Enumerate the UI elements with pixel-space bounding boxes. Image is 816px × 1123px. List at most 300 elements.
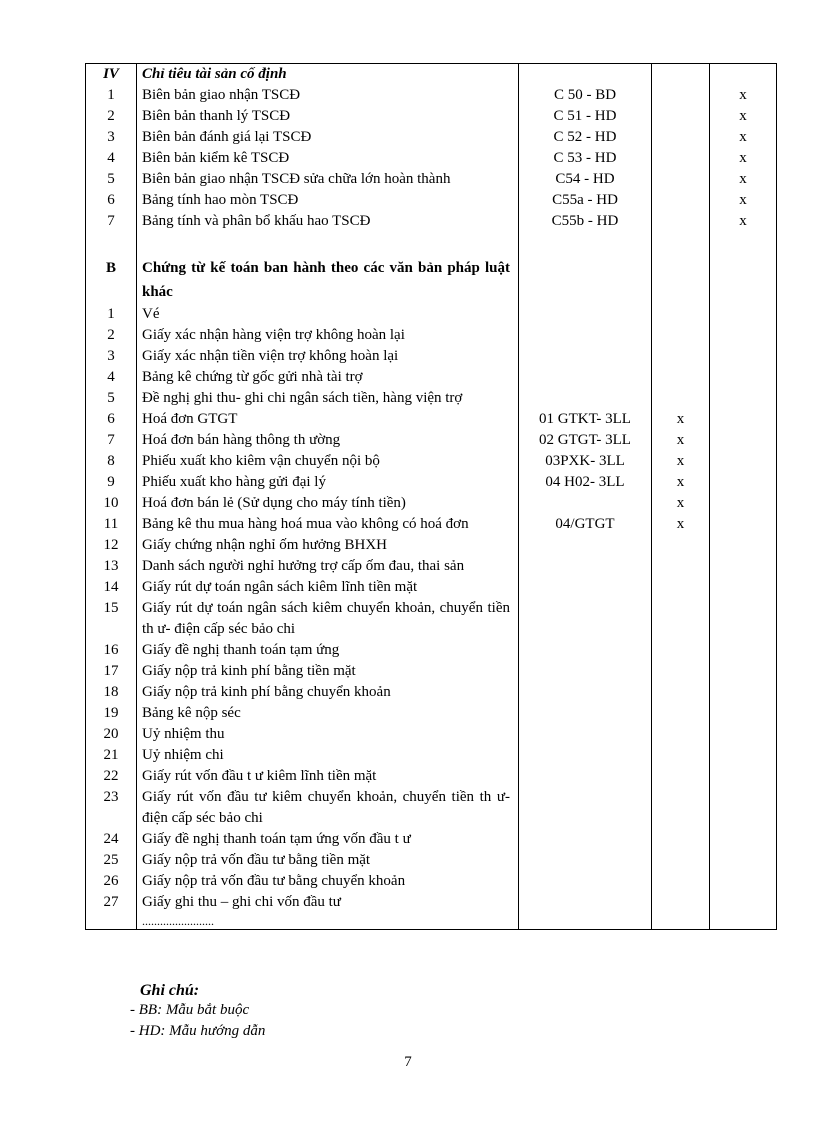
row-name-text: Giấy rút vốn đầu tư kiêm chuyển khoản, chuyển tiền th ư- điện cấp séc bảo chi: [142, 789, 510, 826]
row-bb-mark: [652, 850, 710, 871]
row-bb-mark-text: x: [676, 516, 685, 532]
section-iv-title: Chỉ tiêu tài sản cố định: [142, 66, 287, 82]
row-code: [519, 745, 652, 766]
row-name: [137, 535, 519, 556]
row-number-text: 13: [103, 558, 119, 574]
row-number: [86, 640, 137, 661]
row-number: [86, 346, 137, 367]
row-code: [519, 148, 652, 169]
row-number-text: 10: [103, 495, 119, 511]
row-code: [519, 451, 652, 472]
row-number-text: 26: [103, 873, 119, 889]
row-bb-mark: [652, 577, 710, 598]
row-name-text: Phiếu xuất kho kiêm vận chuyển nội bộ: [142, 453, 380, 469]
row-name: [137, 661, 519, 682]
table-row: [86, 190, 777, 211]
note-bb: - BB: Mẫu bắt buộc: [130, 1002, 250, 1018]
row-hd-mark: [710, 325, 777, 346]
row-name-text: Giấy rút vốn đầu t ư kiêm lĩnh tiền mặt: [142, 768, 377, 784]
row-name: [137, 598, 519, 640]
table-row: [86, 304, 777, 325]
row-name: [137, 430, 519, 451]
row-name: [137, 556, 519, 577]
row-code: [519, 787, 652, 829]
row-code: [519, 325, 652, 346]
row-name-text: Bảng kê thu mua hàng hoá mua vào không có hoá đơn: [142, 516, 469, 532]
row-number: [86, 409, 137, 430]
row-name-text: Uỷ nhiệm chi: [142, 747, 224, 763]
table-row: [86, 661, 777, 682]
row-bb-mark: [652, 127, 710, 148]
row-name: [137, 388, 519, 409]
row-name: [137, 892, 519, 913]
row-name: [137, 211, 519, 232]
trailing-cell: [710, 913, 777, 930]
row-number-text: 1: [107, 306, 115, 322]
row-number-text: 4: [107, 150, 115, 166]
section-iv-number: [86, 64, 137, 86]
row-bb-mark: [652, 724, 710, 745]
section-iv-title-cell: [137, 64, 519, 86]
row-code: [519, 661, 652, 682]
row-number-text: 18: [103, 684, 119, 700]
row-name-text: Biên bản thanh lý TSCĐ: [142, 108, 291, 124]
row-name: [137, 850, 519, 871]
row-number-text: 15: [103, 600, 119, 616]
row-bb-mark-text: x: [676, 453, 685, 469]
table-row: [86, 871, 777, 892]
section-iv-hd-cell: [710, 64, 777, 86]
row-bb-mark: [652, 661, 710, 682]
table-row: [86, 682, 777, 703]
section-iv-header-row: [86, 64, 777, 86]
row-name: [137, 304, 519, 325]
trailing-dots-text: ........................: [142, 914, 214, 928]
row-name: [137, 451, 519, 472]
row-number: [86, 661, 137, 682]
notes-title: Ghi chú:: [140, 982, 200, 999]
spacer-row: [86, 232, 777, 253]
row-code: [519, 190, 652, 211]
row-name: [137, 409, 519, 430]
row-code: [519, 682, 652, 703]
row-bb-mark: [652, 787, 710, 829]
table-row: [86, 514, 777, 535]
row-name-text: Biên bản giao nhận TSCĐ sửa chữa lớn hoàn thành: [142, 171, 451, 187]
spacer-cell: [86, 232, 137, 253]
row-name: [137, 325, 519, 346]
row-bb-mark-text: x: [676, 432, 685, 448]
row-number-text: 5: [107, 390, 115, 406]
row-number-text: 14: [103, 579, 119, 595]
row-code-text: 03PXK- 3LL: [545, 453, 625, 469]
row-name: [137, 703, 519, 724]
row-name: [137, 106, 519, 127]
row-hd-mark-text: x: [739, 150, 747, 166]
row-name-text: Danh sách người nghỉ hưởng trợ cấp ốm đau, thai sản: [142, 558, 465, 574]
row-code: [519, 703, 652, 724]
row-hd-mark-text: x: [739, 108, 747, 124]
row-name: [137, 169, 519, 190]
row-bb-mark: [652, 829, 710, 850]
row-hd-mark: [710, 388, 777, 409]
row-hd-mark: [710, 724, 777, 745]
row-number: [86, 556, 137, 577]
row-name: [137, 640, 519, 661]
table-row: [86, 850, 777, 871]
trailing-dots: [137, 913, 519, 930]
row-code: [519, 871, 652, 892]
row-code: [519, 598, 652, 640]
row-bb-mark-text: x: [676, 495, 685, 511]
row-number-text: 23: [103, 789, 119, 805]
row-hd-mark: [710, 514, 777, 535]
row-hd-mark: [710, 766, 777, 787]
row-name: [137, 745, 519, 766]
row-bb-mark: [652, 451, 710, 472]
row-name-text: Giấy nộp trả kinh phí bằng chuyển khoản: [142, 684, 391, 700]
row-number: [86, 745, 137, 766]
row-bb-mark: [652, 766, 710, 787]
table-row: [86, 85, 777, 106]
table-row: [86, 472, 777, 493]
spacer-cell: [710, 232, 777, 253]
row-hd-mark: [710, 148, 777, 169]
table-body: [86, 64, 777, 930]
row-bb-mark: [652, 325, 710, 346]
row-number: [86, 367, 137, 388]
row-code: [519, 640, 652, 661]
row-number-text: 8: [107, 453, 115, 469]
row-name-text: Biên bản kiểm kê TSCĐ: [142, 150, 290, 166]
row-number: [86, 703, 137, 724]
trailing-number-cell: [86, 913, 137, 930]
row-hd-mark: [710, 85, 777, 106]
row-code: [519, 430, 652, 451]
row-number-text: 2: [107, 108, 115, 124]
row-name: [137, 190, 519, 211]
row-bb-mark: [652, 892, 710, 913]
row-bb-mark: [652, 430, 710, 451]
row-code: [519, 106, 652, 127]
row-bb-mark: [652, 871, 710, 892]
row-name: [137, 724, 519, 745]
row-bb-mark: [652, 211, 710, 232]
row-code: [519, 127, 652, 148]
table-row: [86, 211, 777, 232]
row-number: [86, 598, 137, 640]
table-row: [86, 829, 777, 850]
row-number: [86, 871, 137, 892]
row-hd-mark: [710, 556, 777, 577]
table-row: [86, 388, 777, 409]
row-name: [137, 346, 519, 367]
row-number: [86, 472, 137, 493]
row-name-text: Phiếu xuất kho hàng gửi đại lý: [142, 474, 326, 490]
row-code: [519, 388, 652, 409]
row-code: [519, 304, 652, 325]
row-code: [519, 367, 652, 388]
table-row: [86, 703, 777, 724]
row-number: [86, 304, 137, 325]
row-hd-mark: [710, 190, 777, 211]
row-hd-mark: [710, 577, 777, 598]
row-number: [86, 682, 137, 703]
row-bb-mark: [652, 745, 710, 766]
row-number-text: 27: [103, 894, 119, 910]
row-hd-mark: [710, 787, 777, 829]
row-bb-mark: [652, 598, 710, 640]
table-row: [86, 451, 777, 472]
table-row: [86, 346, 777, 367]
row-number-text: 7: [107, 213, 115, 229]
row-name: [137, 766, 519, 787]
row-name-text: Giấy xác nhận tiền viện trợ không hoàn lại: [142, 348, 399, 364]
section-iv-bb-cell: [652, 64, 710, 86]
row-number: [86, 388, 137, 409]
row-number: [86, 430, 137, 451]
row-hd-mark: [710, 829, 777, 850]
row-hd-mark: [710, 661, 777, 682]
row-hd-mark: [710, 430, 777, 451]
row-name: [137, 787, 519, 829]
row-name-text: Giấy rút dự toán ngân sách kiêm lĩnh tiền mặt: [142, 579, 418, 595]
table-row: [86, 430, 777, 451]
row-number: [86, 169, 137, 190]
row-code: [519, 409, 652, 430]
row-number-text: 5: [107, 171, 115, 187]
row-code: [519, 556, 652, 577]
row-name-text: Biên bản đánh giá lại TSCĐ: [142, 129, 312, 145]
row-hd-mark: [710, 493, 777, 514]
row-bb-mark: [652, 556, 710, 577]
row-number: [86, 493, 137, 514]
section-b-number: [86, 253, 137, 304]
row-number: [86, 724, 137, 745]
row-number: [86, 451, 137, 472]
row-hd-mark: [710, 304, 777, 325]
trailing-row: [86, 913, 777, 930]
row-name: [137, 472, 519, 493]
table-row: [86, 556, 777, 577]
row-name: [137, 514, 519, 535]
row-hd-mark: [710, 703, 777, 724]
row-hd-mark: [710, 640, 777, 661]
table-row: [86, 745, 777, 766]
row-hd-mark: [710, 451, 777, 472]
row-name-text: Giấy nộp trả vốn đầu tư bằng tiền mặt: [142, 852, 371, 868]
row-name: [137, 871, 519, 892]
row-bb-mark: [652, 346, 710, 367]
row-name-text: Giấy chứng nhận nghỉ ốm hưởng BHXH: [142, 537, 388, 553]
row-number: [86, 577, 137, 598]
table-row: [86, 169, 777, 190]
section-b-header-row: [86, 253, 777, 304]
row-name-text: Giấy rút dự toán ngân sách kiêm chuyển khoản, chuyển tiền th ư- điện cấp séc bảo chi: [142, 600, 510, 637]
row-number: [86, 514, 137, 535]
table-row: [86, 577, 777, 598]
row-name-text: Uỷ nhiệm thu: [142, 726, 225, 742]
row-number-text: 6: [107, 411, 115, 427]
row-code: [519, 472, 652, 493]
section-b-header-cell: [710, 253, 777, 304]
row-hd-mark: [710, 535, 777, 556]
row-bb-mark: [652, 148, 710, 169]
row-name-text: Bảng tính và phân bổ khấu hao TSCĐ: [142, 213, 371, 229]
table-row: [86, 409, 777, 430]
row-bb-mark-text: x: [676, 474, 685, 490]
row-number-text: 22: [103, 768, 119, 784]
row-hd-mark: [710, 892, 777, 913]
trailing-cell: [519, 913, 652, 930]
section-iv-code-cell: [519, 64, 652, 86]
section-b-title: [137, 253, 519, 304]
table-row: [86, 106, 777, 127]
row-number: [86, 211, 137, 232]
row-hd-mark: [710, 106, 777, 127]
row-code-text: 04/GTGT: [555, 516, 615, 532]
row-number-text: 9: [107, 474, 115, 490]
row-name-text: Bảng kê chứng từ gốc gửi nhà tài trợ: [142, 369, 363, 385]
document-table: [85, 63, 777, 930]
row-bb-mark: [652, 472, 710, 493]
row-name-text: Vé: [142, 306, 160, 322]
table-row: [86, 892, 777, 913]
row-number-text: 7: [107, 432, 115, 448]
row-name-text: Giấy xác nhận hàng viện trợ không hoàn lại: [142, 327, 405, 343]
row-name-text: Giấy nộp trả vốn đầu tư bằng chuyển khoản: [142, 873, 406, 889]
row-hd-mark-text: x: [739, 129, 747, 145]
row-code: [519, 766, 652, 787]
row-name-text: Giấy đề nghị thanh toán tạm ứng vốn đầu t ư: [142, 831, 411, 847]
row-hd-mark: [710, 346, 777, 367]
row-name-text: Giấy nộp trả kinh phí bằng tiền mặt: [142, 663, 356, 679]
row-hd-mark-text: x: [739, 213, 747, 229]
row-hd-mark: [710, 211, 777, 232]
row-name: [137, 367, 519, 388]
row-bb-mark: [652, 388, 710, 409]
row-code-text: C55a - HD: [552, 192, 618, 208]
row-code: [519, 169, 652, 190]
row-number-text: 2: [107, 327, 115, 343]
row-number-text: 25: [103, 852, 119, 868]
row-number-text: 3: [107, 348, 115, 364]
table-row: [86, 367, 777, 388]
row-number-text: 6: [107, 192, 115, 208]
row-hd-mark: [710, 682, 777, 703]
row-name-text: Hoá đơn bán hàng thông th ường: [142, 432, 341, 448]
row-code-text: C 51 - HD: [553, 108, 617, 124]
row-code-text: C54 - HD: [555, 171, 615, 187]
table-row: [86, 493, 777, 514]
row-hd-mark: [710, 367, 777, 388]
row-number: [86, 325, 137, 346]
row-name-text: Đề nghị ghi thu- ghi chi ngân sách tiền, hàng viện trợ: [142, 390, 463, 406]
row-number-text: 11: [103, 516, 119, 532]
row-number: [86, 766, 137, 787]
row-bb-mark: [652, 493, 710, 514]
row-hd-mark: [710, 598, 777, 640]
row-bb-mark: [652, 409, 710, 430]
row-hd-mark: [710, 127, 777, 148]
row-code-text: C 50 - BD: [553, 87, 617, 103]
row-code: [519, 829, 652, 850]
row-bb-mark-text: x: [676, 411, 685, 427]
table-row: [86, 535, 777, 556]
section-iv-number-text: IV: [103, 66, 119, 82]
row-name-text: Hoá đơn GTGT: [142, 411, 238, 427]
row-code: [519, 535, 652, 556]
row-number: [86, 850, 137, 871]
row-bb-mark: [652, 190, 710, 211]
section-b-header-cell: [652, 253, 710, 304]
row-number-text: 16: [103, 642, 119, 658]
row-bb-mark: [652, 85, 710, 106]
row-name: [137, 85, 519, 106]
row-number-text: 3: [107, 129, 115, 145]
row-number-text: 21: [103, 747, 119, 763]
row-number-text: 24: [103, 831, 119, 847]
row-name: [137, 682, 519, 703]
table-row: [86, 787, 777, 829]
row-hd-mark-text: x: [739, 192, 747, 208]
row-hd-mark-text: x: [739, 171, 747, 187]
row-name-text: Hoá đơn bán lẻ (Sử dụng cho máy tính tiền): [142, 495, 406, 511]
row-code: [519, 514, 652, 535]
row-number-text: 12: [103, 537, 119, 553]
table-row: [86, 598, 777, 640]
row-bb-mark: [652, 106, 710, 127]
row-name: [137, 829, 519, 850]
row-code: [519, 85, 652, 106]
spacer-cell: [652, 232, 710, 253]
row-code-text: C 52 - HD: [553, 129, 617, 145]
row-bb-mark: [652, 169, 710, 190]
trailing-cell: [652, 913, 710, 930]
row-code: [519, 493, 652, 514]
table-row: [86, 127, 777, 148]
row-number-text: 19: [103, 705, 119, 721]
row-number: [86, 829, 137, 850]
row-number: [86, 535, 137, 556]
row-name-text: Bảng tính hao mòn TSCĐ: [142, 192, 299, 208]
row-name: [137, 148, 519, 169]
row-name: [137, 127, 519, 148]
row-number: [86, 127, 137, 148]
row-code: [519, 892, 652, 913]
section-b-header-cell: [519, 253, 652, 304]
row-number: [86, 787, 137, 829]
row-code-text: C55b - HD: [551, 213, 619, 229]
row-bb-mark: [652, 703, 710, 724]
table-row: [86, 724, 777, 745]
table-row: [86, 148, 777, 169]
row-code: [519, 850, 652, 871]
row-number: [86, 892, 137, 913]
row-hd-mark: [710, 472, 777, 493]
row-code: [519, 211, 652, 232]
row-name-text: Giấy ghi thu – ghi chi vốn đầu tư: [142, 894, 341, 910]
row-code: [519, 577, 652, 598]
row-number-text: 1: [107, 87, 115, 103]
table-row: [86, 766, 777, 787]
row-name-text: Bảng kê nộp séc: [142, 705, 241, 721]
row-number: [86, 190, 137, 211]
row-hd-mark: [710, 871, 777, 892]
row-name: [137, 577, 519, 598]
row-hd-mark: [710, 169, 777, 190]
table-row: [86, 640, 777, 661]
